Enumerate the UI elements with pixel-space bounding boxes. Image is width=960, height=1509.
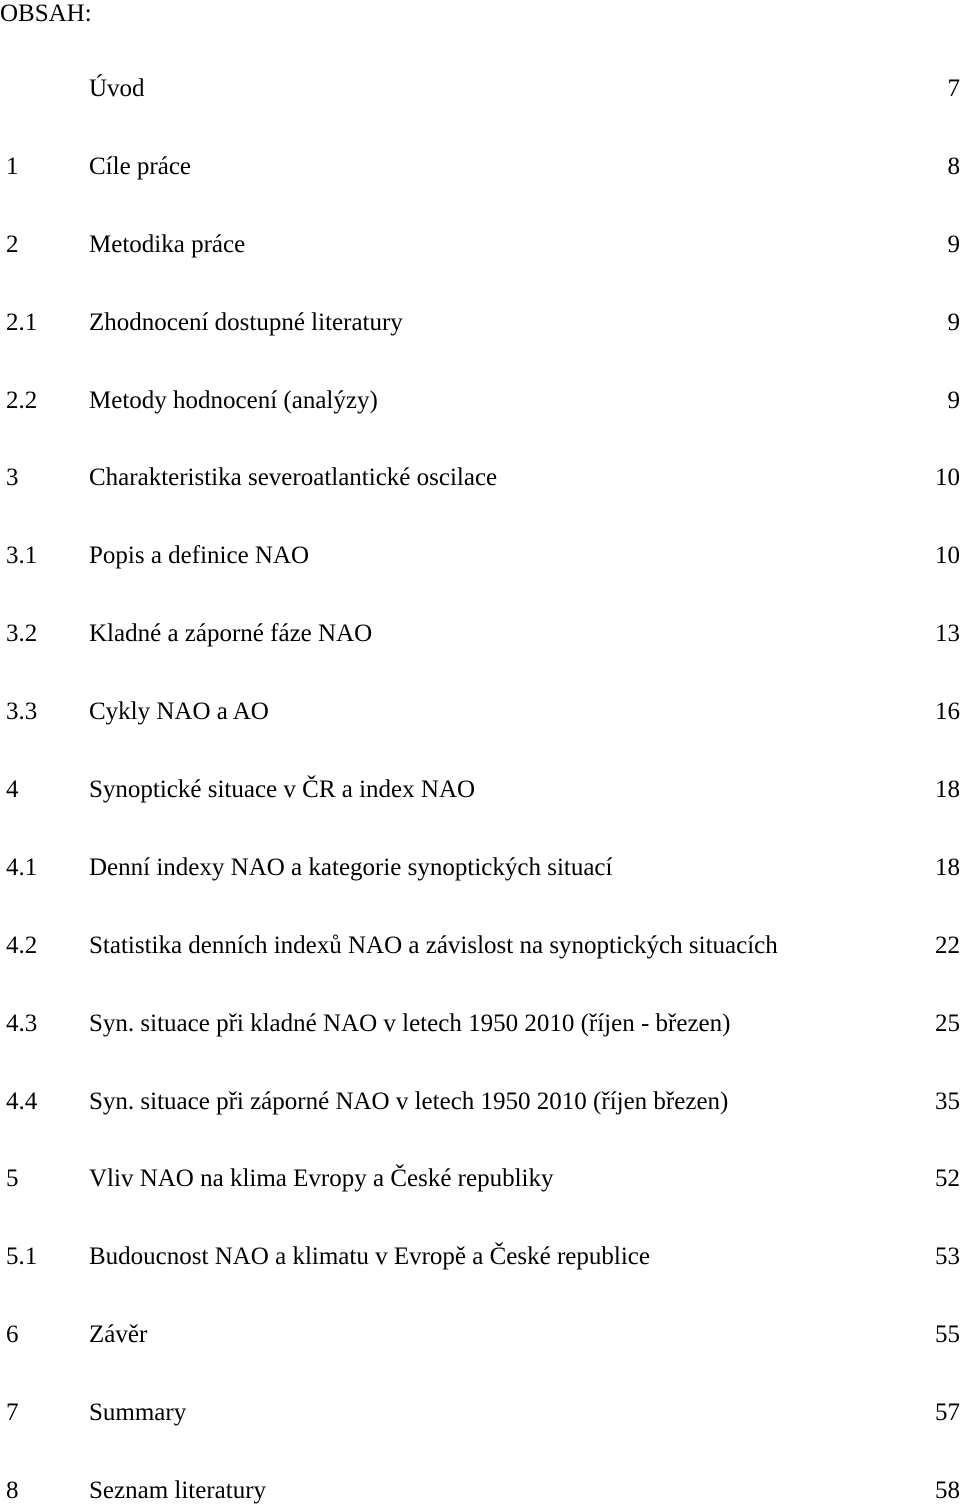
toc-entry-title: Synoptické situace v ČR a index NAO [89, 776, 476, 803]
page-heading: OBSAH: [0, 0, 92, 27]
toc-entry[interactable] [0, 1318, 960, 1352]
toc-entry-page: 9 [947, 387, 960, 414]
toc-entry-page: 10 [935, 542, 960, 569]
toc-entry-title: Cykly NAO a AO [89, 698, 269, 725]
toc-entry-page: 8 [947, 153, 960, 180]
toc-entry-page: 25 [935, 1010, 960, 1037]
toc-entry-page: 22 [935, 932, 960, 959]
toc-entry[interactable] [0, 617, 960, 651]
toc-entry[interactable] [0, 1240, 960, 1274]
toc-entry-title: Metodika práce [89, 231, 246, 258]
toc-entry-number: 8 [6, 1477, 19, 1504]
toc-entry-page: 9 [947, 231, 960, 258]
toc-entry-number: 4.1 [6, 854, 38, 881]
toc-entry-page: 55 [935, 1321, 960, 1348]
toc-entry-number: 3 [6, 464, 19, 491]
toc-entry[interactable] [0, 306, 960, 340]
toc-entry-number: 2 [6, 231, 19, 258]
toc-entry-title: Úvod [89, 75, 145, 102]
toc-entry-title: Summary [89, 1399, 187, 1426]
toc-entry-title: Seznam literatury [89, 1477, 267, 1504]
toc-entry-page: 10 [935, 464, 960, 491]
toc-entry[interactable] [0, 1007, 960, 1041]
toc-entry-number: 4.2 [6, 932, 38, 959]
toc-entry[interactable] [0, 461, 960, 495]
toc-entry-title: Zhodnocení dostupné literatury [89, 309, 403, 336]
toc-entry-page: 52 [935, 1165, 960, 1192]
toc-entry-title: Závěr [89, 1321, 148, 1348]
toc-entry-title: Popis a definice NAO [89, 542, 310, 569]
toc-entry[interactable] [0, 929, 960, 963]
toc-entry-title: Cíle práce [89, 153, 192, 180]
toc-entry-page: 57 [935, 1399, 960, 1426]
toc-entry-title: Vliv NAO na klima Evropy a České republiky [89, 1165, 554, 1192]
toc-entry-title: Kladné a záporné fáze NAO [89, 620, 373, 647]
toc-entry-page: 58 [935, 1477, 960, 1504]
toc-entry[interactable] [0, 1162, 960, 1196]
toc-entry-page: 18 [935, 776, 960, 803]
toc-entry-number: 2.2 [6, 387, 38, 414]
toc-entry-number: 3.3 [6, 698, 38, 725]
toc-entry-number: 6 [6, 1321, 19, 1348]
toc-entry-page: 53 [935, 1243, 960, 1270]
toc-entry-title: Syn. situace při kladné NAO v letech 1950 2010 (říjen - březen) [89, 1010, 731, 1037]
toc-entry[interactable] [0, 228, 960, 262]
toc-entry-number: 4.4 [6, 1088, 38, 1115]
toc-entry-number: 5.1 [6, 1243, 38, 1270]
toc-entry[interactable] [0, 1085, 960, 1119]
toc-entry-page: 7 [947, 75, 960, 102]
toc-entry-title: Syn. situace při záporné NAO v letech 1950 2010 (říjen březen) [89, 1088, 729, 1115]
toc-entry-number: 1 [6, 153, 19, 180]
toc-entry-page: 16 [935, 698, 960, 725]
toc-entry[interactable] [0, 150, 960, 184]
toc-entry-page: 9 [947, 309, 960, 336]
toc-entry-number: 7 [6, 1399, 19, 1426]
toc-entry-title: Denní indexy NAO a kategorie synoptických situací [89, 854, 613, 881]
toc-entry[interactable] [0, 851, 960, 885]
toc-entry-title: Charakteristika severoatlantické oscilace [89, 464, 498, 491]
toc-entry-number: 5 [6, 1165, 19, 1192]
toc-entry[interactable] [0, 72, 960, 106]
toc-entry[interactable] [0, 773, 960, 807]
toc-entry-title: Metody hodnocení (analýzy) [89, 387, 378, 414]
toc-entry-number: 3.2 [6, 620, 38, 647]
toc-entry-title: Statistika denních indexů NAO a závislost na synoptických situacích [89, 932, 778, 959]
toc-entry-number: 4 [6, 776, 19, 803]
toc-entry-number: 2.1 [6, 309, 38, 336]
toc-entry[interactable] [0, 1396, 960, 1430]
toc-entry[interactable] [0, 384, 960, 418]
toc-entry-title: Budoucnost NAO a klimatu v Evropě a České republice [89, 1243, 650, 1270]
toc-entry-number: 3.1 [6, 542, 38, 569]
toc-entry[interactable] [0, 1474, 960, 1508]
toc-entry-page: 18 [935, 854, 960, 881]
toc-entry-page: 13 [935, 620, 960, 647]
toc-entry-number: 4.3 [6, 1010, 38, 1037]
toc-entry[interactable] [0, 539, 960, 573]
toc-entry[interactable] [0, 695, 960, 729]
toc-entry-page: 35 [935, 1088, 960, 1115]
